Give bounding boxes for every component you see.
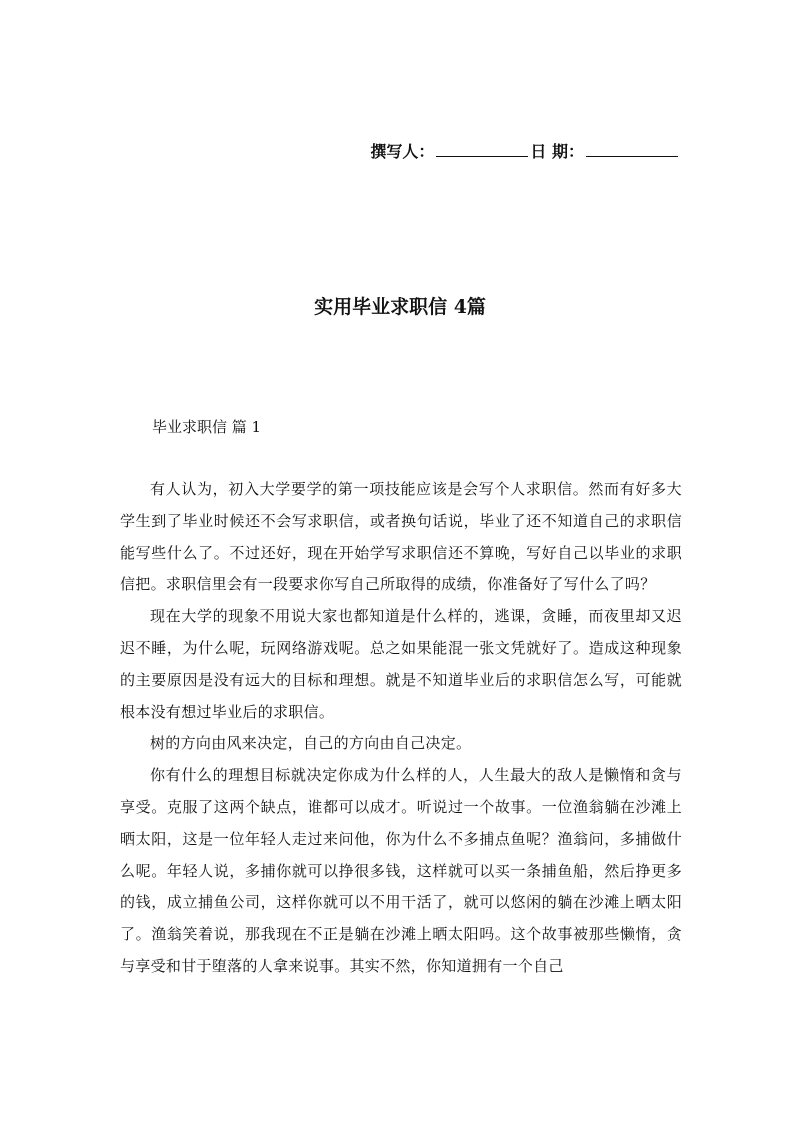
document-title: 实用毕业求职信 4篇 (314, 296, 486, 318)
author-date-line (370, 140, 680, 164)
paragraph: 你有什么的理想目标就决定你成为什么样的人，人生最大的敌人是懒惰和贪与享受。克服了这两个缺点，谁都可以成才。听说过一个故事。一位渔翁躺在沙滩上晒太阳，这是一位年轻人走过来问他，你为什么不多捕点鱼呢？渔翁问，多捕做什么呢。年轻人说，多捕你就可以挣很多钱，这样就可以买一条捕鱼船，然后挣更多的钱，成立捕鱼公司，这样你就可以不用干活了，就可以悠闲的躺在沙滩上晒太阳了。渔翁笑着说，那我现在不正是躺在沙滩上晒太阳吗。这个故事被那些懒惰，贪与享受和甘于堕落的人拿来说事。其实不然，你知道拥有一个自己 (120, 766, 682, 975)
date-blank (586, 140, 678, 157)
paragraph: 有人认为，初入大学要学的第一项技能应该是会写个人求职信。然而有好多大学生到了毕业时候还不会写求职信，或者换句话说，毕业了还不知道自己的求职信能写些什么了。不过还好，现在开始学写求职信还不算晚，写好自己以毕业的求职信把。求职信里会有一段要求你写自己所取得的成绩，你准备好了写什么了吗？ (120, 480, 682, 594)
date-label: 日 期： (530, 142, 584, 161)
author-label: 撰写人： (370, 142, 435, 161)
section-heading: 毕业求职信 篇 1 (152, 418, 262, 436)
author-blank (436, 140, 528, 157)
body-text (120, 474, 682, 983)
paragraph: 现在大学的现象不用说大家也都知道是什么样的，逃课，贪睡，而夜里却又迟迟不睡，为什么呢，玩网络游戏呢。总之如果能混一张文凭就好了。造成这种现象的主要原因是没有远大的目标和理想。就是不知道毕业后的求职信怎么写，可能就根本没有想过毕业后的求职信。 (120, 607, 682, 721)
paragraph: 树的方向由风来决定，自己的方向由自己决定。 (150, 734, 472, 753)
